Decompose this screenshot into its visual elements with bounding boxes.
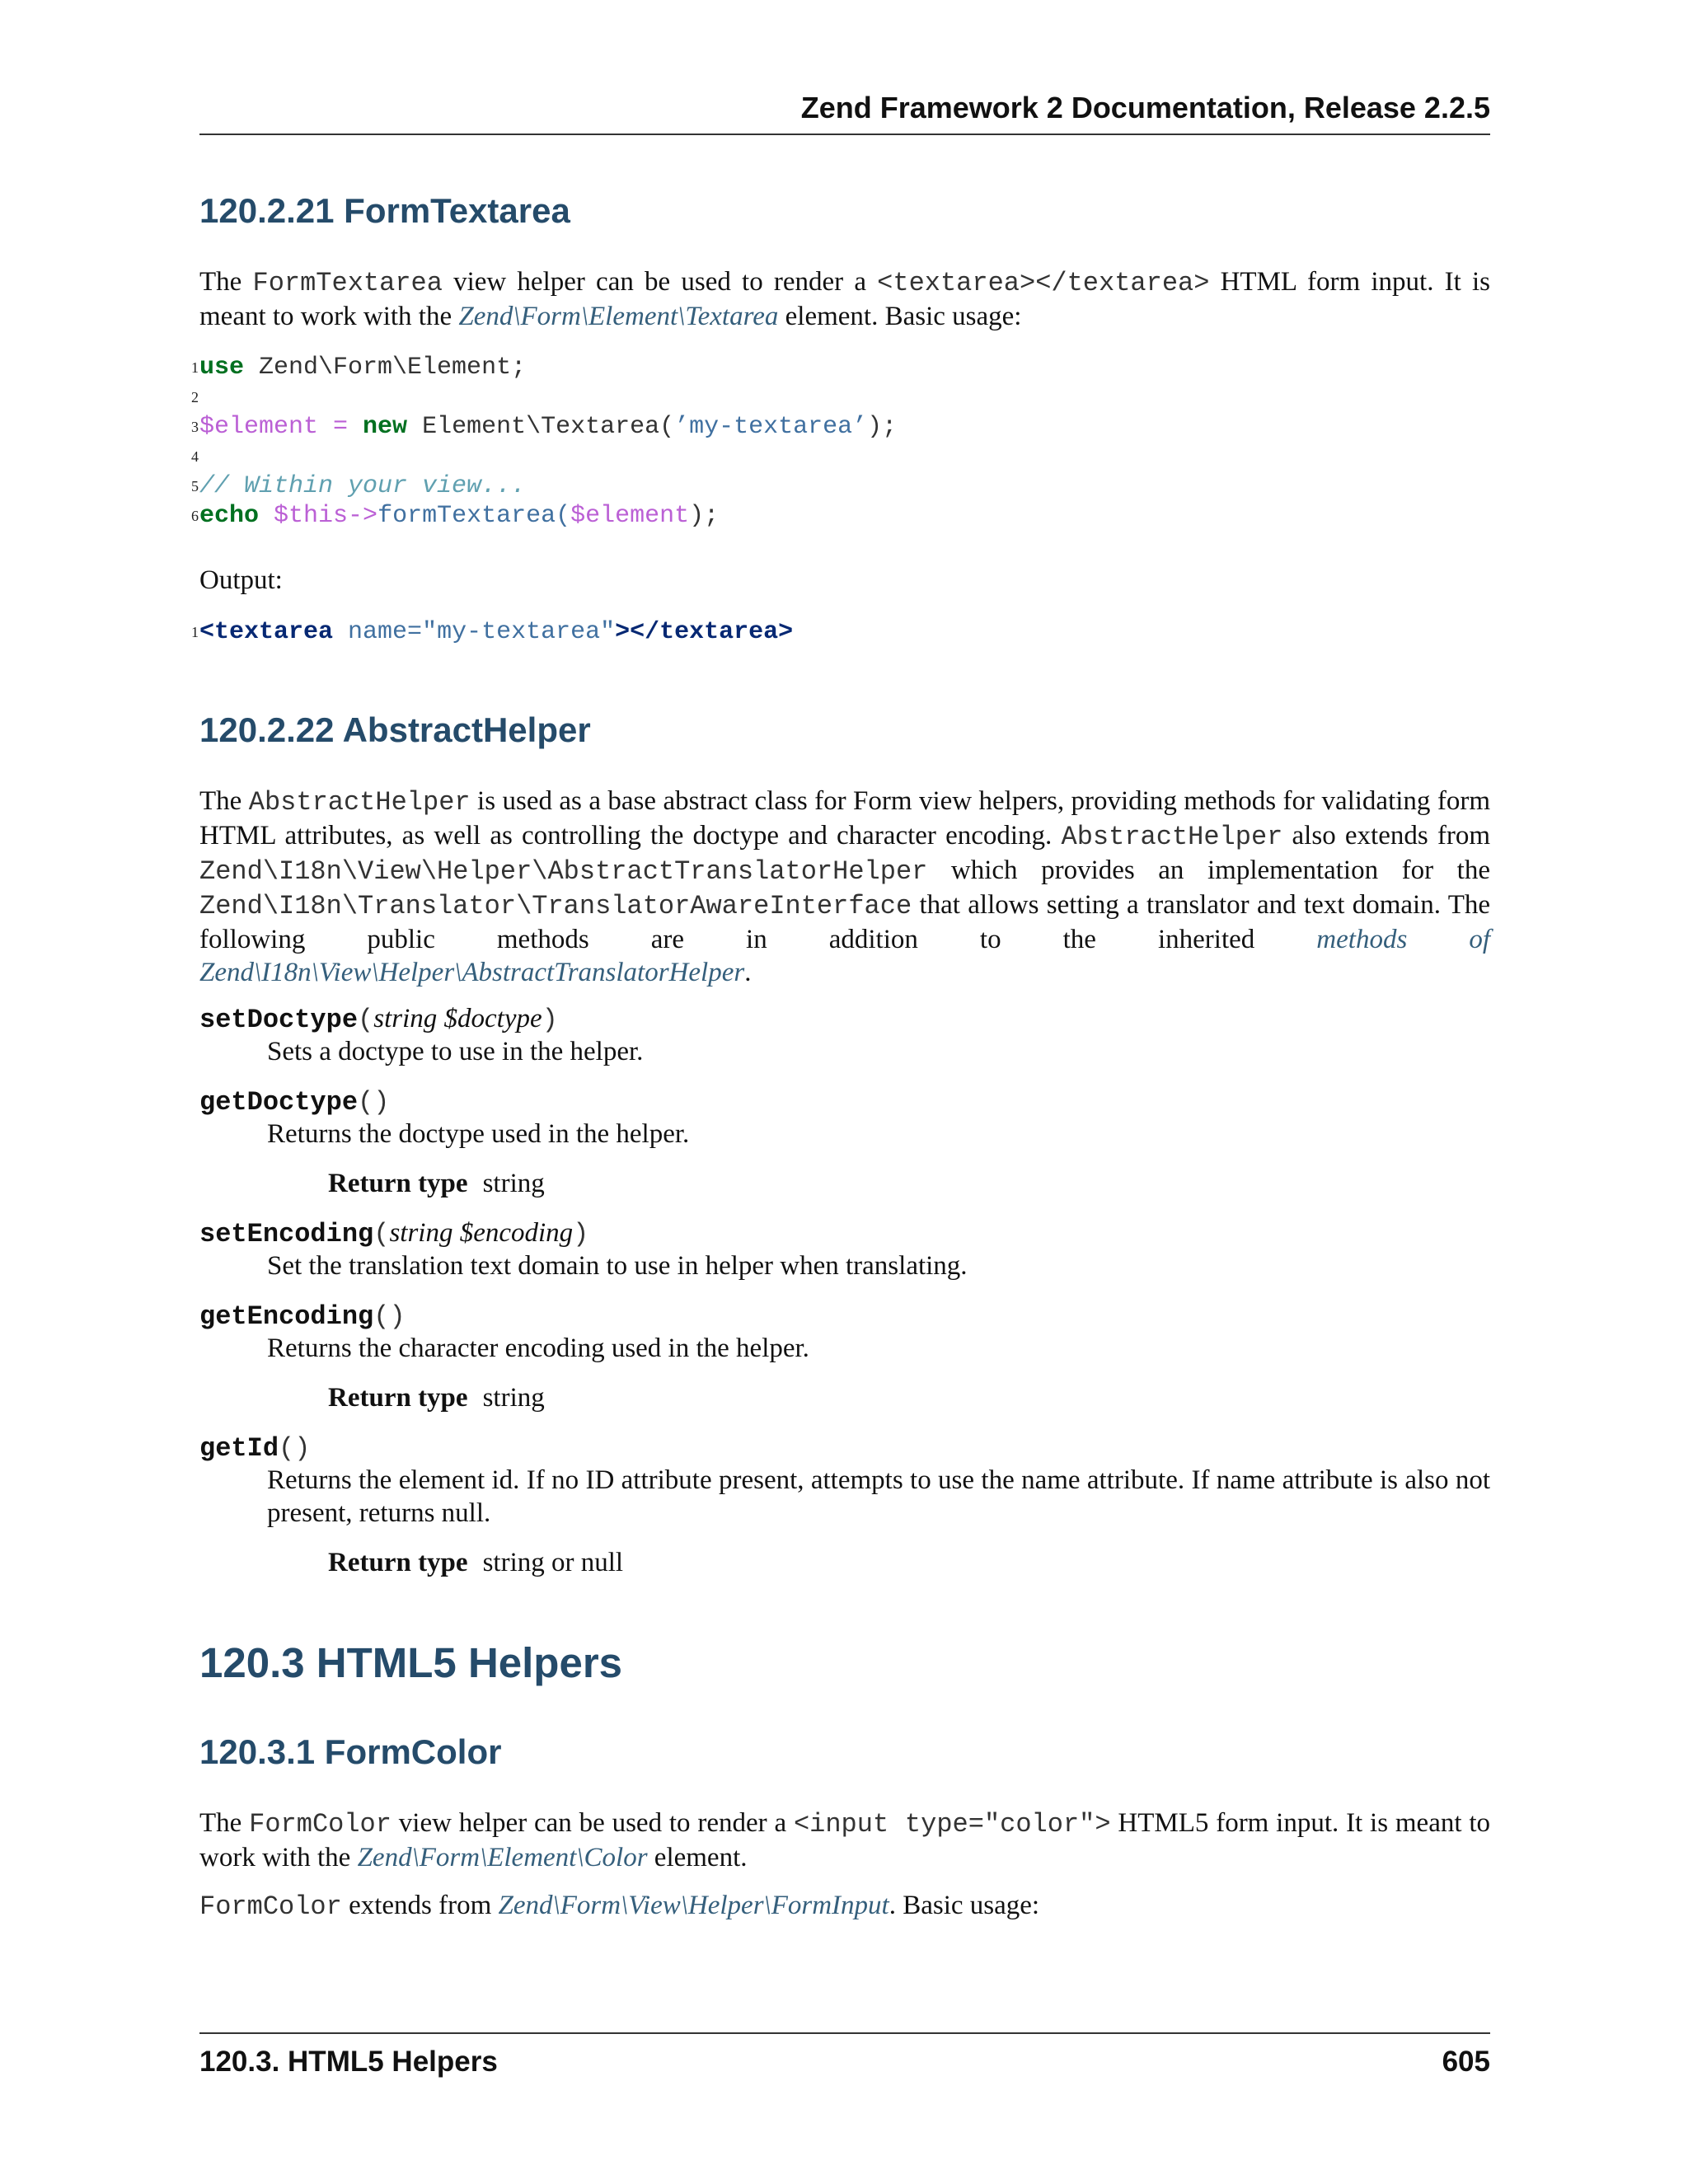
code-line: 2 (191, 389, 199, 405)
method-description: Sets a doctype to use in the helper. (267, 1037, 644, 1066)
link-abstracttranslatorhelper-methods[interactable]: methods of Zend\I18n\View\Helper\AbstractTranslatorHelper (199, 925, 1490, 987)
section-heading-abstracthelper: 120.2.22 AbstractHelper (199, 710, 591, 749)
code-line: 1 use Zend\Form\Element; (191, 354, 527, 382)
link-color-element[interactable]: Zend\Form\Element\Color (357, 1843, 648, 1872)
running-header: Zend Framework 2 Documentation, Release 2.2.5 (199, 91, 1490, 135)
method-getdoctype: getDoctype() (199, 1087, 390, 1118)
output-label: Output: (199, 565, 283, 595)
code-block-formtextarea (117, 353, 1490, 531)
code-line: 5 // Within your view... (191, 472, 527, 500)
link-forminput-helper[interactable]: Zend\Form\View\Helper\FormInput (498, 1891, 889, 1920)
method-description: Returns the element id. If no ID attribute present, attempts to use the name attribute. If name attribute is also not present, returns null. (267, 1465, 1490, 1528)
code-line: 4 (191, 448, 199, 465)
footer-section-title: 120.3. HTML5 Helpers (199, 2046, 498, 2078)
method-setdoctype: setDoctype(string $doctype) (199, 1004, 558, 1035)
return-type: Return type string or null (328, 1548, 624, 1577)
section-heading-formtextarea: 120.2.21 FormTextarea (199, 191, 570, 230)
code-line: 3 $element = new Element\Textarea(’my-textarea’); (191, 413, 898, 441)
page-number: 605 (1442, 2046, 1490, 2078)
return-type: Return type string (328, 1169, 545, 1198)
formtextarea-intro: The FormTextarea view helper can be used to render a <textarea></textarea> HTML form input. It is meant to work with the Zend\Form\Element\Textarea element. Basic usage: (199, 267, 1490, 331)
method-description: Returns the doctype used in the helper. (267, 1119, 690, 1149)
method-setencoding: setEncoding(string $encoding) (199, 1218, 589, 1249)
method-description: Returns the character encoding used in the helper. (267, 1333, 809, 1363)
section-heading-formcolor: 120.3.1 FormColor (199, 1732, 502, 1771)
running-footer (199, 2032, 1490, 2079)
method-description: Set the translation text domain to use in helper when translating. (267, 1251, 968, 1281)
method-getencoding: getEncoding() (199, 1301, 406, 1332)
method-getid: getId() (199, 1433, 311, 1464)
return-type: Return type string (328, 1383, 545, 1413)
link-textarea-element[interactable]: Zend\Form\Element\Textarea (458, 302, 779, 331)
abstracthelper-intro: The AbstractHelper is used as a base abstract class for Form view helpers, providing methods for validating form HTML attributes, as well as controlling the doctype and character encoding. AbstractHelper also extends from Zend\I18n\View\Helper\AbstractTranslatorHelper which provides an implementation for the Zend\I18n\Translator\TranslatorAwareInterface that allows setting a translator and text domain. The following public methods are in addition to the inherited methods of Zend\I18n\View\Helper\AbstractTranslatorHelper. (199, 786, 1491, 987)
code-line: 6 echo $this->formTextarea($element); (191, 502, 720, 530)
formcolor-intro: The FormColor view helper can be used to render a <input type="color"> HTML5 form input. It is meant to work with the Zend\Form\Element\Color element. (199, 1808, 1490, 1872)
code-block-output (117, 617, 1490, 647)
formcolor-extends: FormColor extends from Zend\Form\View\Helper\FormInput. Basic usage: (199, 1891, 1040, 1922)
section-heading-html5-helpers: 120.3 HTML5 Helpers (199, 1639, 623, 1686)
code-line: 1 <textarea name="my-textarea"></textarea> (191, 618, 794, 646)
